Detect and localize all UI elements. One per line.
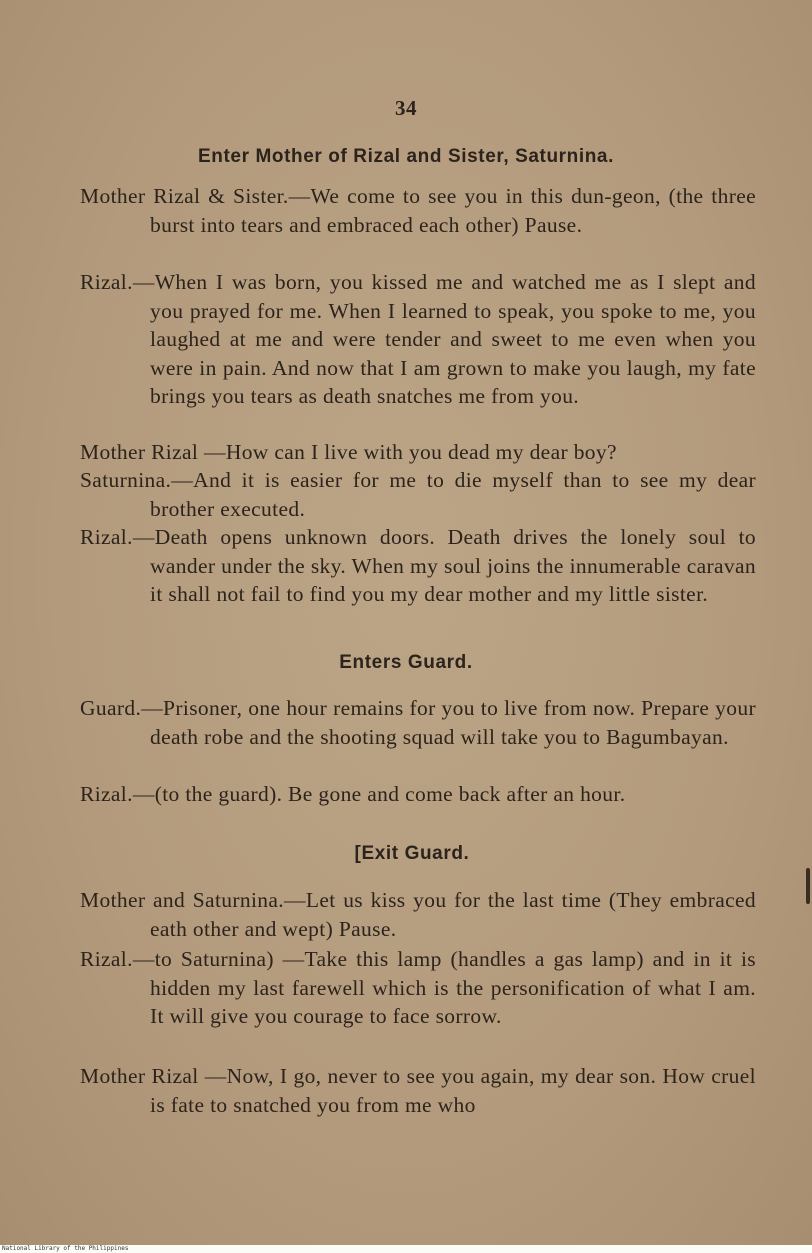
speech-mother-now-i-go: Mother Rizal —Now, I go, never to see you again, my dear son. How cruel is fate to snatched you from me who <box>80 1064 756 1117</box>
stage-direction-enters-guard: Enters Guard. <box>339 652 473 673</box>
stage-direction-exit-guard: [Exit Guard. <box>354 843 470 864</box>
speech-mother-and-saturnina-kiss: Mother and Saturnina.—Let us kiss you for the last time (They embraced eath other and wept) Pause. <box>80 888 756 941</box>
speech-mother-and-sister: Mother Rizal & Sister.—We come to see you in this dun-geon, (the three burst into tears and embraced each other) Pause. <box>80 184 756 237</box>
speech-rizal-death-opens: Rizal.—Death opens unknown doors. Death drives the lonely soul to wander under the sky. When my soul joins the innumerable caravan it shall not fail to find you my dear mother and my little sister. <box>80 525 756 606</box>
speech-rizal-born: Rizal.—When I was born, you kissed me and watched me as I slept and you prayed for me. When I learned to speak, you spoke to me, you laughed at me and were tender and sweet to me even when you were in pain. And now that I am grown to make you laugh, my fate brings you tears as death snatches me from you. <box>80 270 756 408</box>
speech-saturnina-easier: Saturnina.—And it is easier for me to die myself than to see my dear brother executed. <box>80 468 756 521</box>
speech-mother-how-can-i-live: Mother Rizal —How can I live with you dead my dear boy? <box>80 440 617 464</box>
binding-edge-mark <box>806 868 810 904</box>
speech-rizal-lamp: Rizal.—to Saturnina) —Take this lamp (handles a gas lamp) and in it is hidden my last farewell which is the personification of what I am. It will give you courage to face sorrow. <box>80 947 756 1028</box>
speech-rizal-to-guard: Rizal.—(to the guard). Be gone and come back after an hour. <box>80 782 626 806</box>
page-number: 34 <box>395 96 417 120</box>
speech-guard-prisoner: Guard.—Prisoner, one hour remains for you to live from now. Prepare your death robe and the shooting squad will take you to Bagumbayan. <box>80 696 756 749</box>
stage-direction-enter-mother: Enter Mother of Rizal and Sister, Saturnina. <box>198 146 614 167</box>
library-credit: National Library of the Philippines <box>0 1245 812 1253</box>
